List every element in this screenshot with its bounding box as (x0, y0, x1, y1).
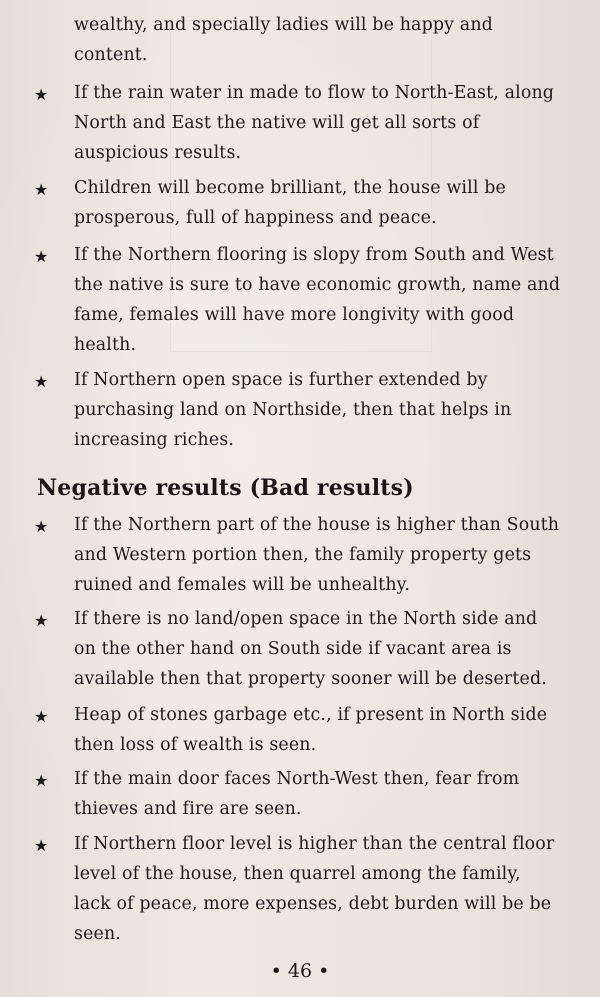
text-line: North and East the native will get all sorts of (74, 113, 480, 133)
text-line: ruined and females will be unhealthy. (74, 575, 411, 595)
continuation-paragraph (74, 10, 584, 70)
text-line: increasing riches. (74, 430, 235, 450)
star-bullet-icon: ★ (34, 836, 49, 855)
text-line: Heap of stones garbage etc., if present in North side (74, 705, 548, 725)
text-line: If Northern open space is further extended by (74, 370, 488, 390)
text-line: the native is sure to have economic growth, name and (74, 275, 561, 295)
star-bullet-icon: ★ (34, 517, 49, 536)
star-bullet-icon: ★ (34, 180, 49, 199)
bullet-item (74, 510, 584, 600)
text-line: seen. (74, 924, 121, 944)
star-bullet-icon: ★ (34, 372, 49, 391)
text-line: fame, females will have more longivity with good (74, 305, 515, 325)
text-line: and Western portion then, the family property gets (74, 545, 532, 565)
page-number: • 46 • (270, 960, 330, 982)
bullet-item (74, 240, 584, 360)
bullet-item (74, 829, 584, 949)
text-line: lack of peace, more expenses, debt burden will be be (74, 894, 552, 914)
text-line: wealthy, and specially ladies will be happy and (74, 15, 493, 35)
text-line: then loss of wealth is seen. (74, 735, 317, 755)
text-line: level of the house, then quarrel among the family, (74, 864, 521, 884)
star-bullet-icon: ★ (34, 611, 49, 630)
text-line: If the main door faces North-West then, fear from (74, 769, 520, 789)
text-line: thieves and fire are seen. (74, 799, 302, 819)
bullet-item (74, 173, 584, 233)
text-line: If Northern floor level is higher than the central floor (74, 834, 555, 854)
text-line: purchasing land on Northside, then that helps in (74, 400, 512, 420)
star-bullet-icon: ★ (34, 247, 49, 266)
text-line: If the Northern part of the house is higher than South (74, 515, 560, 535)
text-line: prosperous, full of happiness and peace. (74, 208, 437, 228)
text-line: If there is no land/open space in the North side and (74, 609, 538, 629)
star-bullet-icon: ★ (34, 707, 49, 726)
bullet-item (74, 78, 584, 168)
text-line: on the other hand on South side if vacant area is (74, 639, 512, 659)
bullet-item (74, 764, 584, 824)
text-line: available then that property sooner will be deserted. (74, 669, 547, 689)
section-heading: Negative results (Bad results) (37, 475, 414, 501)
text-line: health. (74, 335, 137, 355)
text-line: Children will become brilliant, the house will be (74, 178, 506, 198)
text-line: content. (74, 45, 148, 65)
bullet-item (74, 604, 584, 694)
text-line: If the rain water in made to flow to North-East, along (74, 83, 555, 103)
star-bullet-icon: ★ (34, 85, 49, 104)
star-bullet-icon: ★ (34, 771, 49, 790)
text-line: auspicious results. (74, 143, 242, 163)
text-line: If the Northern flooring is slopy from South and West (74, 245, 554, 265)
bullet-item (74, 700, 584, 760)
bullet-item (74, 365, 584, 455)
